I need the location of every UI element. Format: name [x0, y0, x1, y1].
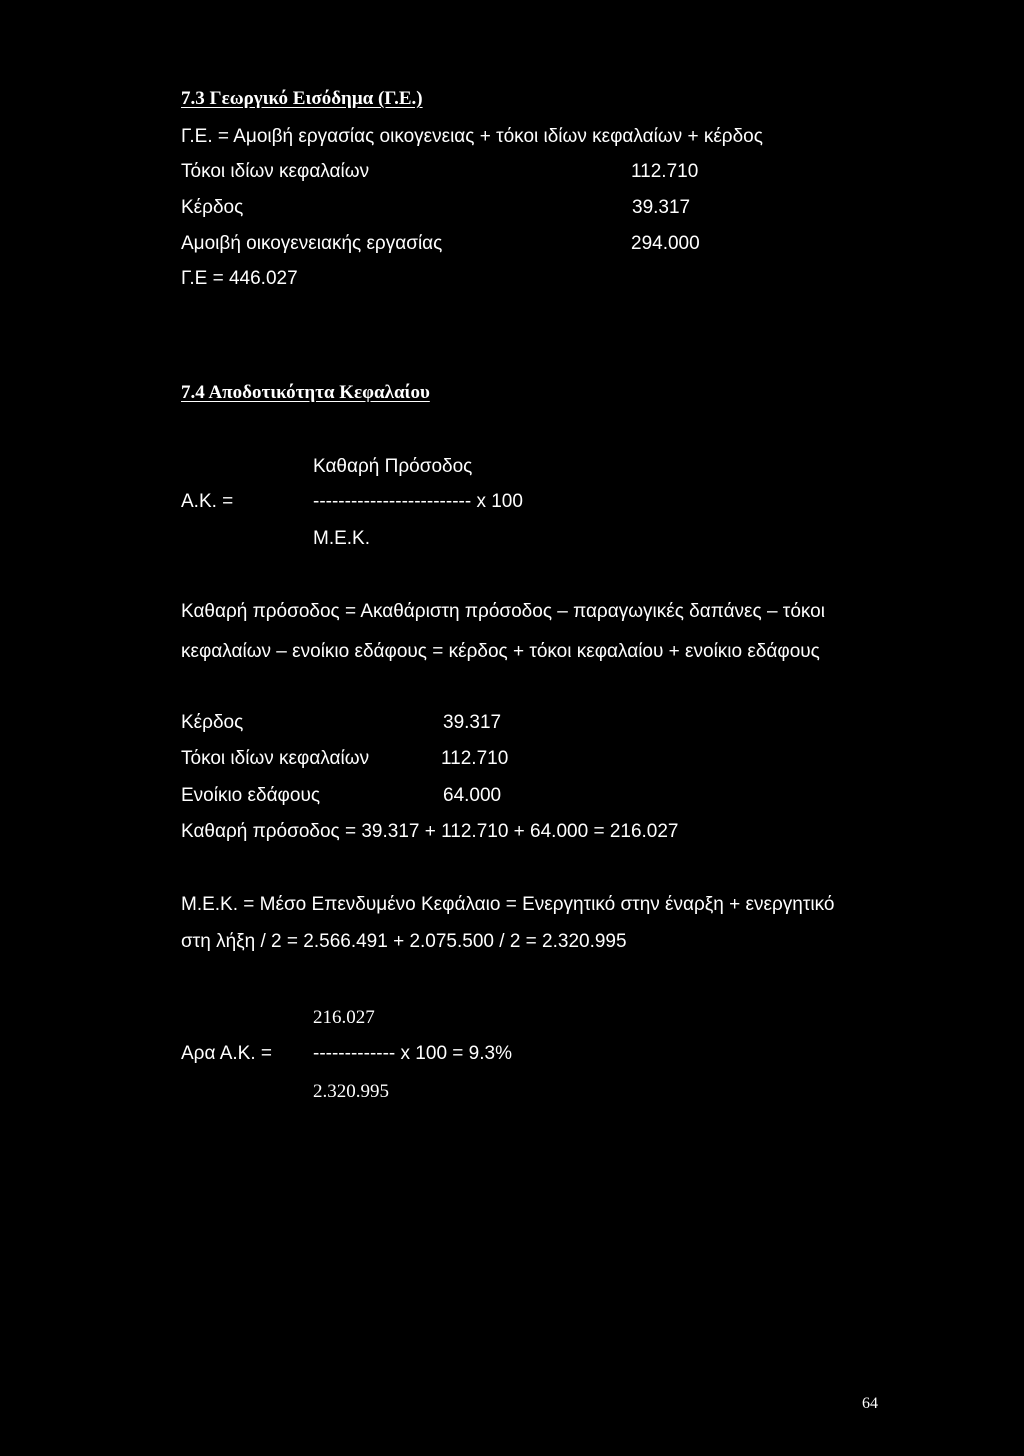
result-denominator: 2.320.995 [313, 1081, 389, 1102]
section-7-4-heading: 7.4 Αποδοτικότητα Κεφαλαίου [181, 382, 430, 403]
formula-lhs: Α.Κ. = [181, 491, 234, 512]
formula-denominator: Μ.Ε.Κ. [313, 528, 371, 549]
equity-interest-label: Τόκοι ιδίων κεφαλαίων [181, 161, 370, 182]
section-7-3-heading: 7.3 Γεωργικό Εισόδημα (Γ.Ε.) [181, 88, 423, 109]
equity-interest-value-2: 112.710 [441, 748, 509, 769]
formula-numerator: Καθαρή Πρόσοδος [313, 456, 473, 477]
profit-value-2: 39.317 [443, 712, 502, 733]
profit-label: Κέρδος [181, 197, 244, 218]
net-income-definition-line1: Καθαρή πρόσοδος = Ακαθάριστη πρόσοδος – παραγωγικές δαπάνες – τόκοι [181, 601, 825, 622]
gross-farm-income-total: Γ.Ε = 446.027 [181, 268, 298, 289]
profit-value: 39.317 [632, 197, 691, 218]
result-fraction-line: ------------- x 100 = 9.3% [313, 1043, 512, 1064]
mek-definition-line1: Μ.Ε.Κ. = Μέσο Επενδυμένο Κεφάλαιο = Ενεργητικό στην έναρξη + ενεργητικό [181, 894, 835, 915]
family-labor-label: Αμοιβή οικογενειακής εργασίας [181, 233, 443, 254]
mek-definition-line2: στη λήξη / 2 = 2.566.491 + 2.075.500 / 2 = 2.320.995 [181, 931, 627, 952]
net-income-definition-line2: κεφαλαίων – ενοίκιο εδάφους = κέρδος + τόκοι κεφαλαίου + ενοίκιο εδάφους [181, 641, 820, 662]
formula-fraction-line: ------------------------- x 100 [313, 491, 523, 512]
gross-farm-income-definition: Γ.Ε. = Αμοιβή εργασίας οικογενειας + τόκοι ιδίων κεφαλαίων + κέρδος [181, 126, 763, 147]
land-rent-label: Ενοίκιο εδάφους [181, 785, 320, 806]
equity-interest-label-2: Τόκοι ιδίων κεφαλαίων [181, 748, 370, 769]
page-number: 64 [862, 1395, 878, 1412]
family-labor-value: 294.000 [631, 233, 700, 254]
profit-label-2: Κέρδος [181, 712, 244, 733]
land-rent-value: 64.000 [443, 785, 502, 806]
result-lhs: Αρα Α.Κ. = [181, 1043, 272, 1064]
equity-interest-value: 112.710 [631, 161, 699, 182]
result-numerator: 216.027 [313, 1007, 375, 1028]
net-income-calculation: Καθαρή πρόσοδος = 39.317 + 112.710 + 64.000 = 216.027 [181, 821, 679, 842]
